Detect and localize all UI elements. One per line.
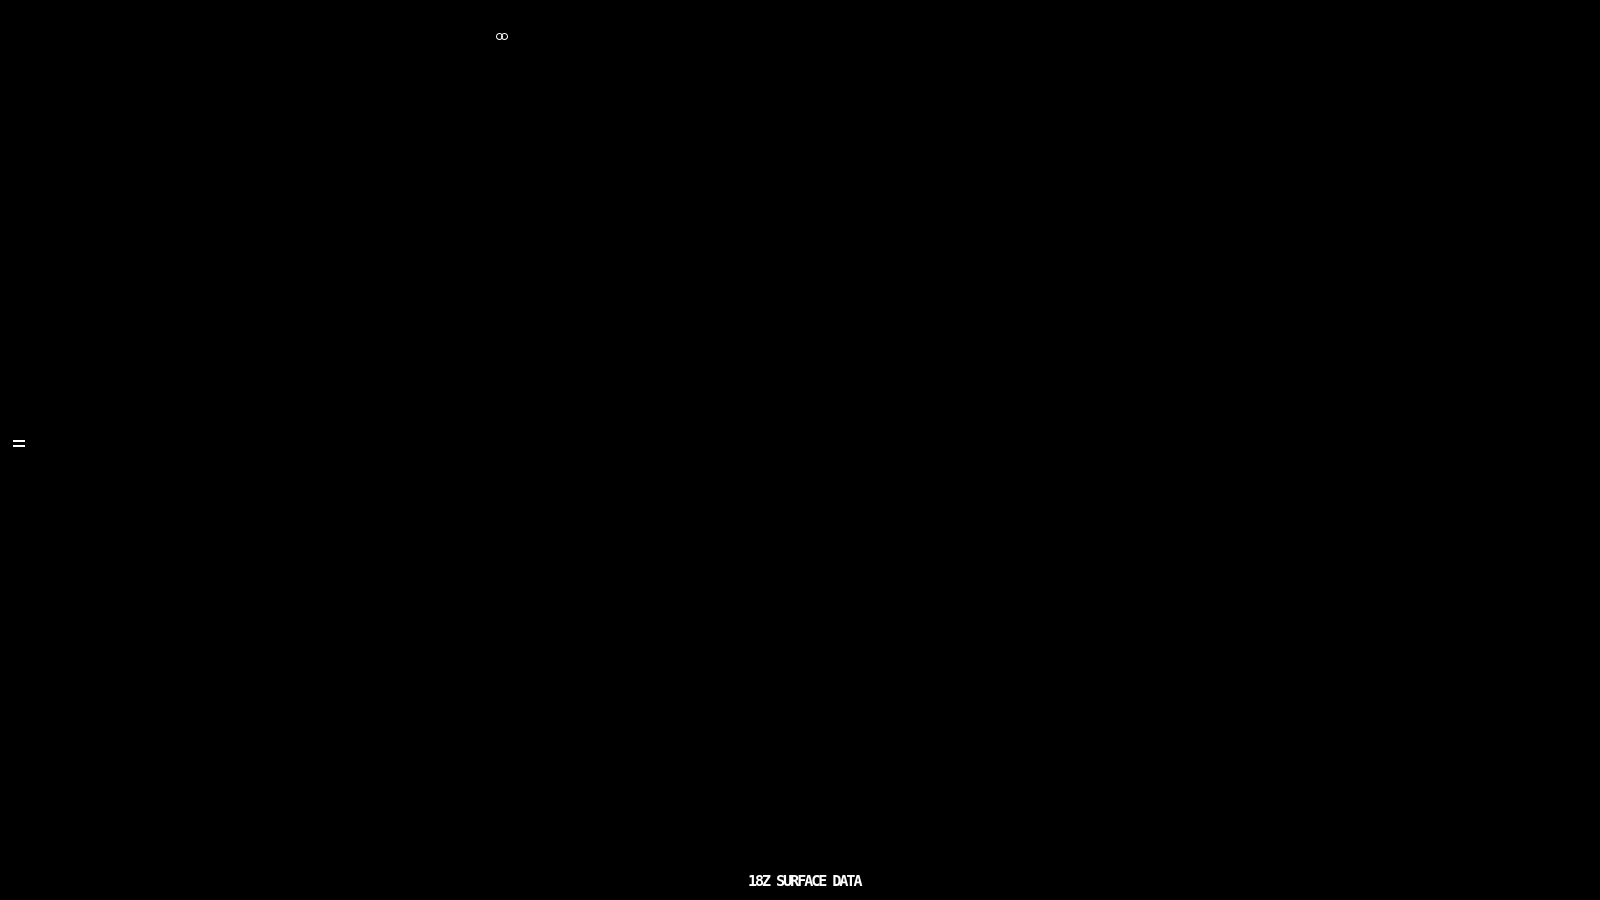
haze-ring-right (501, 33, 508, 40)
mist-bar-bottom (13, 445, 25, 447)
mist-bar-top (13, 440, 25, 442)
mist-icon (13, 440, 25, 447)
caption-text: 18Z SURFACE DATA (748, 872, 861, 890)
haze-icon (496, 33, 508, 40)
